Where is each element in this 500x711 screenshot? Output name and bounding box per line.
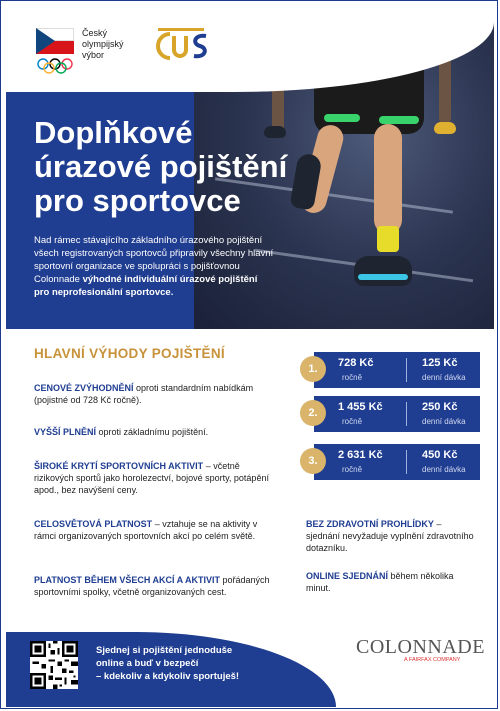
- olympic-rings-icon: [36, 58, 74, 74]
- hero-section: [6, 4, 494, 329]
- benefit-coverage: ŠIROKÉ KRYTÍ SPORTOVNÍCH AKTIVIT – včetně rizikových sportů jako horolezectví, bojové sporty, potápění apod., bez navýšení ceny.: [34, 461, 269, 495]
- flyer: [6, 4, 494, 707]
- cus-logo-icon: [150, 26, 214, 66]
- benefit-no-checkup: BEZ ZDRAVOTNÍ PROHLÍDKY – sjednání nevyžaduje vyplnění zdravotního dotazníku.: [306, 519, 474, 553]
- daily-label: denní dávka: [422, 465, 466, 474]
- option-number: 2.: [300, 400, 326, 426]
- premium-label: ročně: [342, 373, 363, 382]
- benefit-higher: VYŠŠÍ PLNĚNÍ oproti základnímu pojištění.: [34, 427, 209, 437]
- price-option: [300, 444, 480, 480]
- option-number: 3.: [300, 448, 326, 474]
- footer-cta: Sjednej si pojištění jednoduše online a buď v bezpečí – kdekoliv a kdykoliv sportuješ!: [96, 645, 240, 682]
- hero-intro: Nad rámec stávajícího základního úrazového pojištění všech registrovaných sportovců připravily všechny hlavní sportovní organizace ve spolupráci s pojišťovnou Colonnade výhodné individuální úrazové pojištění pro neprofesionální sportovce.: [34, 235, 274, 298]
- price-box: [314, 396, 480, 432]
- benefit-all-events: PLATNOST BĚHEM VŠECH AKCÍ A AKTIVIT pořádaných sportovními spolky, včetně organizovaných cest.: [34, 575, 270, 597]
- benefit-worldwide: CELOSVĚTOVÁ PLATNOST – vztahuje se na aktivity v rámci organizovaných sportovních akcí po celém světě.: [34, 519, 258, 541]
- option-number: 1.: [300, 356, 326, 382]
- benefit-online: ONLINE SJEDNÁNÍ během několika minut.: [306, 571, 454, 593]
- daily-label: denní dávka: [422, 373, 466, 382]
- cov-name: Český olympijský výbor: [82, 28, 124, 60]
- premium: 728 Kč: [338, 357, 374, 369]
- daily-benefit: 450 Kč: [422, 449, 458, 461]
- premium-label: ročně: [342, 465, 363, 474]
- benefit-price: CENOVÉ ZVÝHODNĚNÍ oproti standardním nabídkám (pojistné od 728 Kč ročně).: [34, 383, 254, 405]
- daily-label: denní dávka: [422, 417, 466, 426]
- premium: 2 631 Kč: [338, 449, 383, 461]
- price-box: [314, 352, 480, 388]
- premium: 1 455 Kč: [338, 401, 383, 413]
- daily-benefit: 125 Kč: [422, 357, 458, 369]
- premium-label: ročně: [342, 417, 363, 426]
- price-option: [300, 396, 480, 432]
- czech-flag-icon: [36, 28, 74, 54]
- benefits-title: HLAVNÍ VÝHODY POJIŠTĚNÍ: [34, 346, 225, 361]
- price-option: [300, 352, 480, 388]
- price-box: [314, 444, 480, 480]
- cov-logo: [36, 28, 74, 79]
- qr-code-icon[interactable]: [30, 641, 78, 689]
- hero-title: Doplňkové úrazové pojištění pro sportovce: [34, 115, 288, 218]
- colonnade-logo: COLONNADE A FAIRFAX COMPANY: [356, 636, 485, 663]
- daily-benefit: 250 Kč: [422, 401, 458, 413]
